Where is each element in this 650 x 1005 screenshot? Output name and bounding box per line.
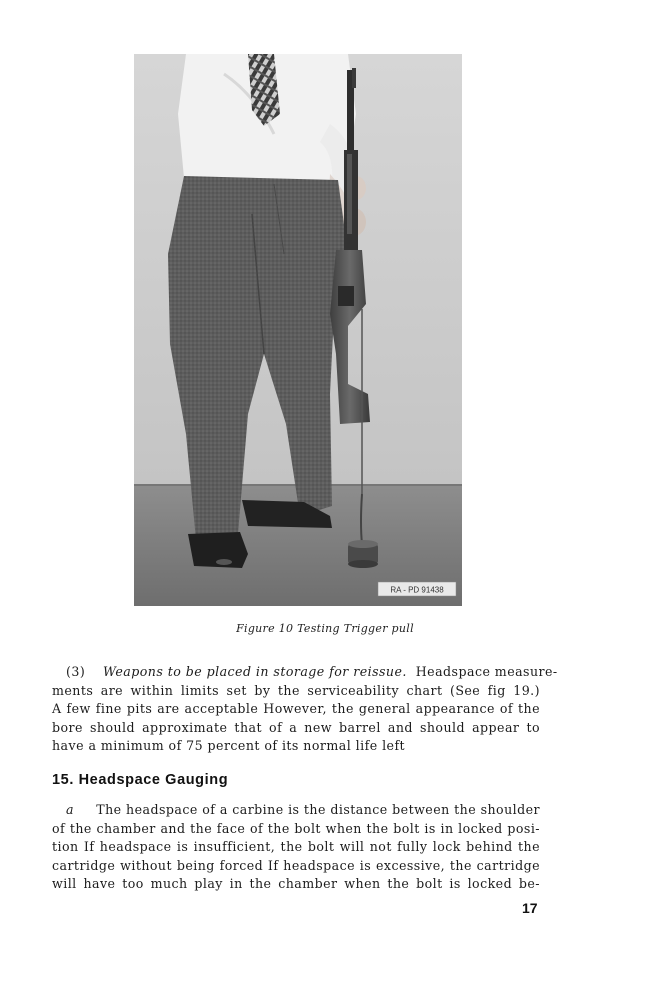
page-number: 17 [522, 900, 538, 916]
paragraph-line: of the chamber and the face of the bolt when the bolt is in locked posi- [52, 820, 540, 836]
section-heading: 15. Headspace Gauging [52, 772, 229, 788]
paragraph-line: ments are within limits set by the serviceability chart (See fig 19.) [52, 682, 540, 698]
paragraph-number: (3) [66, 664, 86, 679]
photo-tag: RA - PD 91438 [390, 585, 444, 595]
paragraph-label: a [66, 802, 74, 817]
paragraph-a-first-line [52, 801, 540, 820]
paragraph-line: tion If headspace is insufficient, the bolt will not fully lock behind the [52, 839, 540, 855]
figure-caption: Figure 10 Testing Trigger pull [236, 622, 414, 635]
paragraph-line: will have too much play in the chamber when the bolt is locked be- [52, 876, 540, 892]
paragraph-text: The headspace of a carbine is the distance between the shoulder [96, 802, 540, 817]
paragraph-line: have a minimum of 75 percent of its normal life left [52, 738, 406, 754]
paragraph-3-first-line [52, 663, 558, 682]
trigger-pull-test-photo [134, 54, 462, 606]
paragraph-text: Headspace measure- [415, 664, 558, 679]
paragraph-italic-lead: Weapons to be placed in storage for reissue. [103, 664, 407, 679]
paragraph-a [52, 801, 540, 894]
figure-photo [134, 54, 462, 606]
paragraph-3 [52, 663, 558, 756]
paragraph-line: A few fine pits are acceptable However, the general appearance of the [52, 701, 540, 717]
paragraph-line: bore should approximate that of a new barrel and should appear to [52, 719, 540, 735]
paragraph-line: cartridge without being forced If headspace is excessive, the cartridge [52, 857, 540, 873]
